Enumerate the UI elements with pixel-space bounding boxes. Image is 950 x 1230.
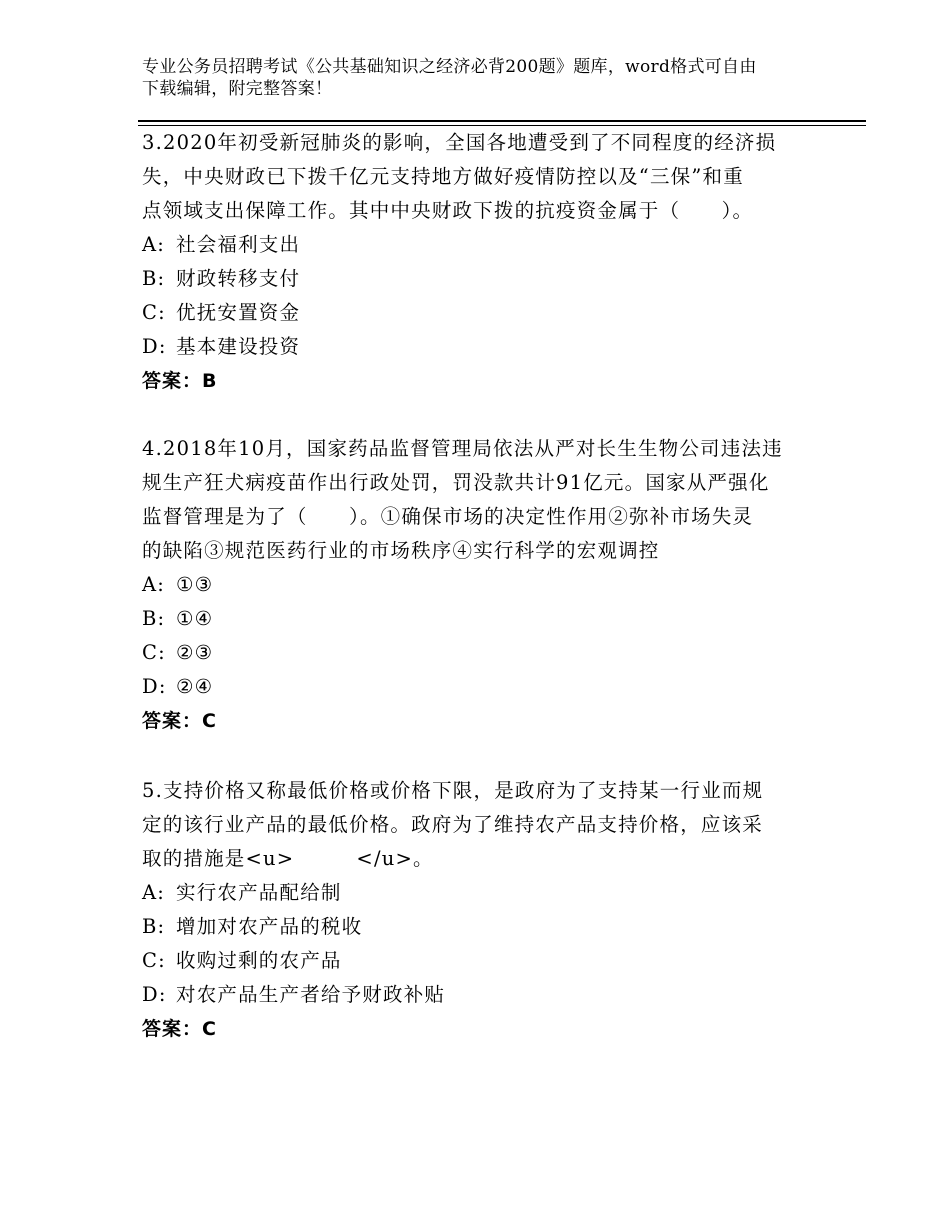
option-c <box>142 296 822 330</box>
option-b <box>142 602 822 636</box>
answer-label: 答案：B <box>142 370 218 392</box>
option-c <box>142 636 822 670</box>
option-text: ①③ <box>176 573 214 596</box>
option-text: 对农产品生产者给予财政补贴 <box>176 983 446 1006</box>
option-b <box>142 910 822 944</box>
option-letter: B: <box>142 607 166 630</box>
question-stem-line: 5.支持价格又称最低价格或价格下限，是政府为了支持某一行业而规 <box>142 779 764 802</box>
option-text: 优抚安置资金 <box>176 301 301 324</box>
option-letter: C: <box>142 301 166 324</box>
option-letter: A: <box>142 573 166 596</box>
question-stem-line: 3.2020年初受新冠肺炎的影响，全国各地遭受到了不同程度的经济损 <box>142 131 777 154</box>
option-text: 收购过剩的农产品 <box>176 949 342 972</box>
question-5 <box>142 774 822 1046</box>
answer-label: 答案：C <box>142 1018 217 1040</box>
question-stem-line: 失，中央财政已下拨千亿元支持地方做好疫情防控以及“三保”和重 <box>142 165 744 188</box>
option-letter: D: <box>142 983 167 1006</box>
option-text: 实行农产品配给制 <box>176 881 342 904</box>
header-rule-thick <box>138 120 866 122</box>
question-stem-line: 定的该行业产品的最低价格。政府为了维持农产品支持价格，应该采 <box>142 813 764 836</box>
question-stem-line: 规生产狂犬病疫苗作出行政处罚，罚没款共计91亿元。国家从严强化 <box>142 471 770 494</box>
header-line-1: 专业公务员招聘考试《公共基础知识之经济必背200题》题库，word格式可自由 <box>142 57 757 77</box>
option-letter: B: <box>142 915 166 938</box>
question-3 <box>142 126 822 398</box>
question-stem-line: 4.2018年10月，国家药品监督管理局依法从严对长生生物公司违法违 <box>142 437 783 460</box>
option-d <box>142 978 822 1012</box>
question-stem-line: 点领域支出保障工作。其中中央财政下拨的抗疫资金属于（ ）。 <box>142 199 754 222</box>
option-c <box>142 944 822 978</box>
question-4 <box>142 432 822 738</box>
header-line-2: 下载编辑，附完整答案！ <box>142 79 333 99</box>
option-letter: C: <box>142 949 166 972</box>
option-letter: A: <box>142 881 166 904</box>
page-header <box>142 56 822 100</box>
option-letter: C: <box>142 641 166 664</box>
option-a <box>142 228 822 262</box>
question-stem-line: 取的措施是<u> </u>。 <box>142 847 434 870</box>
option-d <box>142 670 822 704</box>
option-text: 社会福利支出 <box>176 233 301 256</box>
option-text: ②③ <box>176 641 214 664</box>
option-a <box>142 568 822 602</box>
option-text: 财政转移支付 <box>176 267 301 290</box>
option-text: ②④ <box>176 675 214 698</box>
question-stem-line: 的缺陷③规范医药行业的市场秩序④实行科学的宏观调控 <box>142 539 660 562</box>
option-a <box>142 876 822 910</box>
question-stem-line: 监督管理是为了（ ）。①确保市场的决定性作用②弥补市场失灵 <box>142 505 754 528</box>
option-letter: D: <box>142 675 167 698</box>
answer-label: 答案：C <box>142 710 217 732</box>
option-letter: A: <box>142 233 166 256</box>
option-letter: D: <box>142 335 167 358</box>
option-text: ①④ <box>176 607 214 630</box>
option-letter: B: <box>142 267 166 290</box>
option-b <box>142 262 822 296</box>
option-text: 基本建设投资 <box>176 335 301 358</box>
option-d <box>142 330 822 364</box>
option-text: 增加对农产品的税收 <box>176 915 363 938</box>
